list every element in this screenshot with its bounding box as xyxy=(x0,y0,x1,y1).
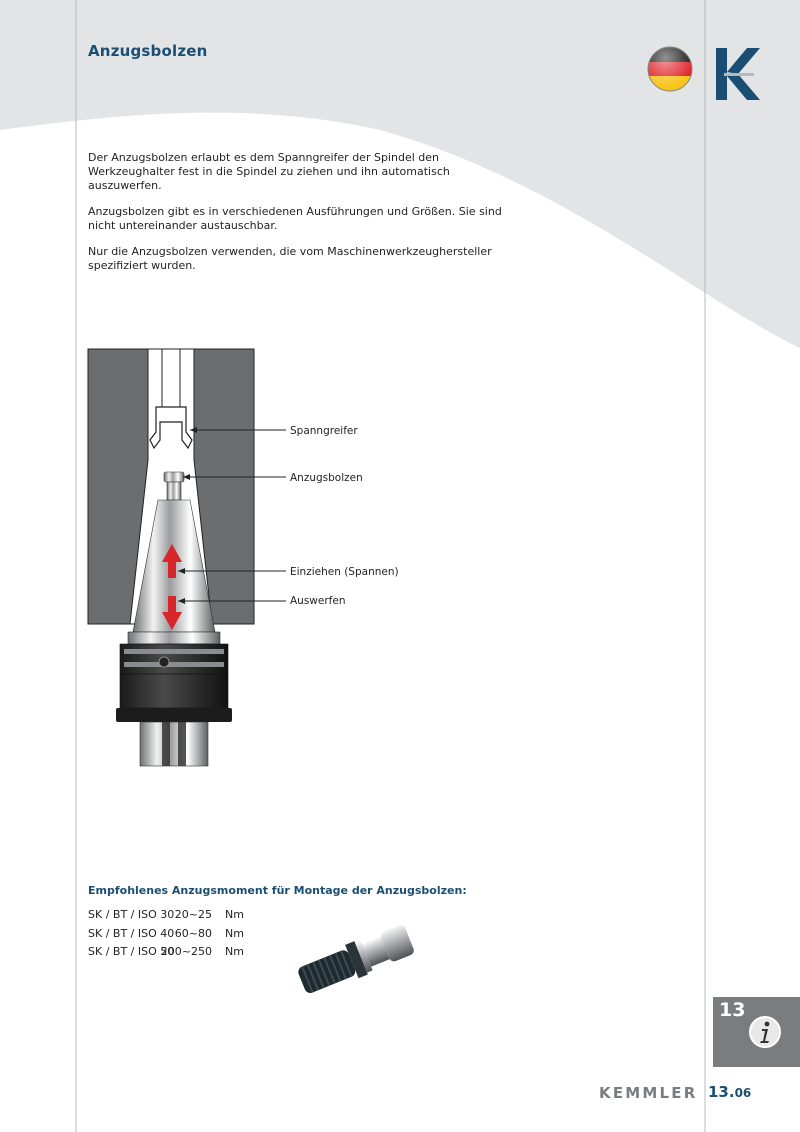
torque-unit: Nm xyxy=(225,908,244,921)
pull-stud-image xyxy=(290,910,425,1000)
torque-title: Empfohlenes Anzugsmoment für Montage der Anzugsbolzen: xyxy=(88,884,467,897)
kemmler-logo-icon xyxy=(714,46,762,102)
torque-type: SK / BT / ISO 50 xyxy=(88,945,175,958)
page-number-sub: 06 xyxy=(734,1086,752,1100)
section-number: 13 xyxy=(719,999,746,1021)
torque-unit: Nm xyxy=(225,926,244,940)
torque-type: SK / BT / ISO 30 xyxy=(88,908,175,921)
callout-spanngreifer: Spanngreifer xyxy=(290,425,358,437)
callout-auswerfen: Auswerfen xyxy=(290,595,346,607)
intro-paragraph-1: Der Anzugsbolzen erlaubt es dem Spanngreifer der Spindel den Werkzeughalter fest in die Spindel zu ziehen und ihn automatisch auszuwerfen. xyxy=(88,151,450,192)
page-title: Anzugsbolzen xyxy=(88,42,208,60)
page-number xyxy=(708,1083,751,1101)
callout-einziehen: Einziehen (Spannen) xyxy=(290,566,399,578)
footer-brand: KEMMLER xyxy=(599,1084,698,1102)
torque-unit: Nm xyxy=(225,945,244,958)
torque-type: SK / BT / ISO 40 xyxy=(88,926,175,940)
torque-value: 60~80 xyxy=(174,926,212,940)
callout-anzugsbolzen: Anzugsbolzen xyxy=(290,472,363,484)
page-number-main: 13. xyxy=(708,1083,735,1101)
intro-paragraph-2: Anzugsbolzen gibt es in verschiedenen Ausführungen und Größen. Sie sind nicht untereinander austauschbar. xyxy=(88,205,502,232)
spindle-illustration xyxy=(80,340,300,780)
torque-value: 200~250 xyxy=(160,945,212,958)
german-flag-icon xyxy=(646,45,694,93)
torque-value: 20~25 xyxy=(174,908,212,921)
intro-text xyxy=(88,151,508,285)
intro-paragraph-3: Nur die Anzugsbolzen verwenden, die vom Maschinenwerkzeughersteller spezifiziert wurden. xyxy=(88,245,492,272)
info-icon xyxy=(748,1015,782,1049)
section-tab xyxy=(713,997,800,1067)
